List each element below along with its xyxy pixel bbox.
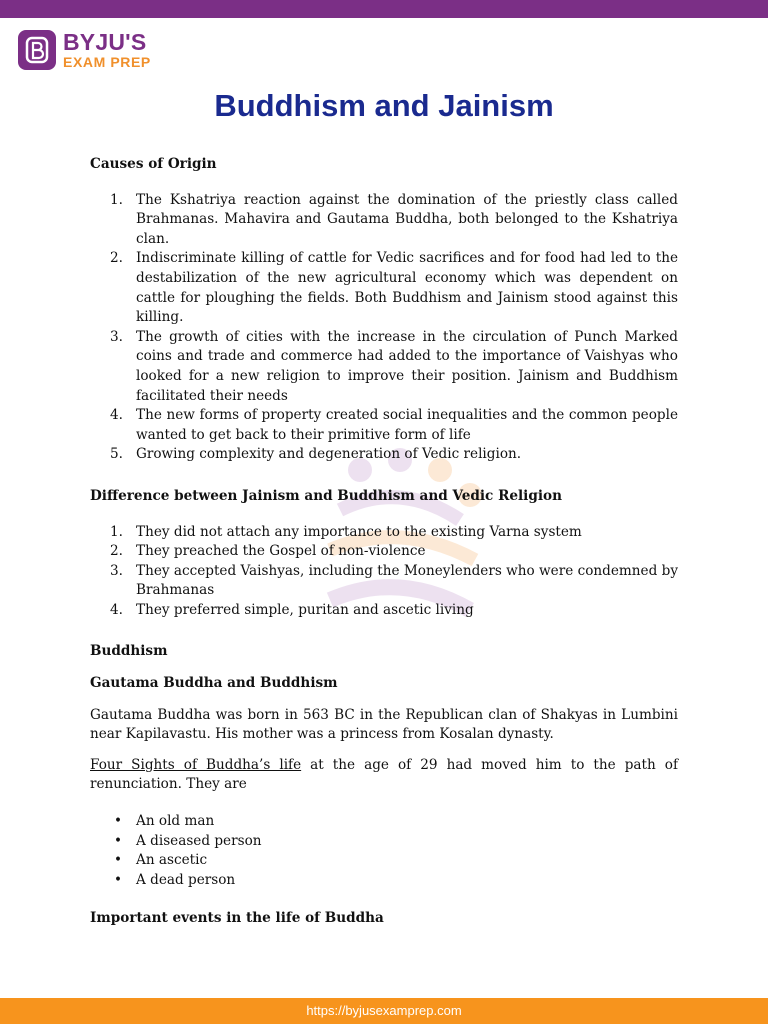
list-item — [90, 871, 678, 891]
bullet-icon: • — [114, 852, 123, 869]
list-item — [90, 523, 678, 543]
brand-tagline: EXAM PREP — [63, 54, 151, 70]
byjus-b-icon — [18, 30, 56, 70]
list-number: 3. — [110, 328, 123, 345]
list-item — [90, 542, 678, 562]
list-item — [90, 249, 678, 327]
list-number: 3. — [110, 562, 123, 579]
footer-url-link[interactable]: https://byjusexamprep.com — [306, 1003, 462, 1018]
list-item — [90, 191, 678, 250]
gautama-heading: Gautama Buddha and Buddhism — [90, 675, 338, 692]
four-sights-list — [90, 812, 678, 890]
list-number: 1. — [110, 523, 123, 540]
byjus-b-glyph — [23, 35, 51, 65]
difference-list — [90, 523, 678, 621]
brand-name: BYJU'S — [63, 29, 147, 55]
list-item — [90, 406, 678, 445]
document-body — [90, 155, 678, 945]
list-text: They preferred simple, puritan and ascetic living — [136, 601, 474, 618]
causes-list — [90, 191, 678, 465]
list-number: 4. — [110, 601, 123, 618]
list-item — [90, 851, 678, 871]
four-sights-text: at the age of 29 had moved him to the path of renunciation. They are — [90, 756, 679, 793]
list-text: They did not attach any importance to the existing Varna system — [136, 523, 582, 540]
list-text: They preached the Gospel of non-violence — [136, 543, 426, 560]
top-color-bar — [0, 0, 768, 18]
list-text: They accepted Vaishyas, including the Moneylenders who were condemned by Brahmanas — [136, 562, 678, 599]
list-text: Growing complexity and degeneration of Vedic religion. — [136, 446, 522, 463]
difference-heading: Difference between Jainism and Buddhism and Vedic Religion — [90, 487, 562, 504]
four-sights-paragraph — [90, 756, 678, 795]
list-item — [90, 328, 678, 406]
list-number: 5. — [110, 446, 123, 463]
list-item — [90, 445, 678, 465]
list-item — [90, 832, 678, 852]
birth-paragraph: Gautama Buddha was born in 563 BC in the Republican clan of Shakyas in Lumbini near Kapilavastu. His mother was a princess from Kosalan dynasty. — [90, 706, 678, 743]
list-number: 1. — [110, 191, 123, 208]
list-number: 2. — [110, 543, 123, 560]
list-text: An ascetic — [136, 852, 208, 869]
list-number: 4. — [110, 407, 123, 424]
list-text: The growth of cities with the increase in the circulation of Punch Marked coins and trade and commerce had added to the importance of Vaishyas who looked for a new religion to improve their position. Jainism and Buddhism facilitated their needs — [136, 328, 678, 404]
bullet-icon: • — [114, 813, 123, 830]
four-sights-link-text: Four Sights of Buddha’s life — [90, 756, 302, 773]
byjus-logo — [18, 30, 151, 70]
events-heading: Important events in the life of Buddha — [90, 910, 384, 927]
bullet-icon: • — [114, 871, 123, 888]
list-text: A dead person — [136, 871, 236, 888]
list-text: The new forms of property created social inequalities and the common people wanted to get back to their primitive form of life — [136, 407, 678, 443]
causes-heading: Causes of Origin — [90, 156, 217, 172]
page-title: Buddhism and Jainism — [214, 88, 554, 123]
buddhism-heading: Buddhism — [90, 643, 168, 660]
list-item — [90, 812, 678, 832]
footer-bar — [0, 998, 768, 1024]
list-text: The Kshatriya reaction against the domination of the priestly class called Brahmanas. Mahavira and Gautama Buddha, both belonged to the Kshatriya clan. — [136, 191, 678, 247]
list-number: 2. — [110, 250, 123, 267]
list-text: Indiscriminate killing of cattle for Vedic sacrifices and for food had led to the destabilization of the new agricultural economy which was dependent on cattle for ploughing the fields. Both Buddhism and Jainism stood against this killing. — [136, 250, 678, 326]
bullet-icon: • — [114, 832, 123, 849]
list-item — [90, 562, 678, 601]
list-text: An old man — [136, 813, 215, 830]
list-text: A diseased person — [136, 832, 262, 849]
list-item — [90, 601, 678, 621]
